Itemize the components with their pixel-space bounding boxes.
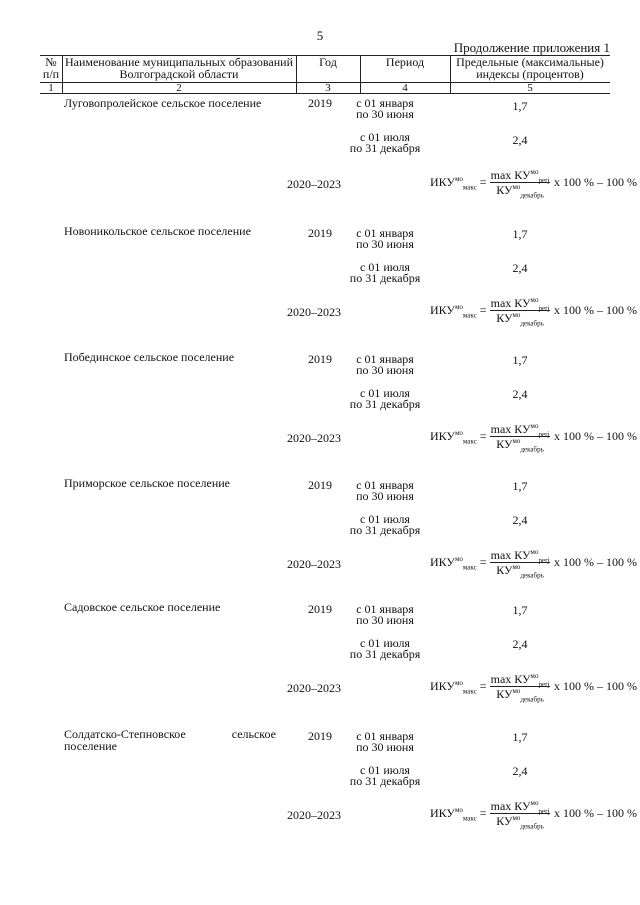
period-start-line: с 01 января <box>356 602 414 616</box>
header-col-name: Наименование муниципальных образований Волгоградской области <box>64 55 294 81</box>
formula-lhs: $ИКУ^{мо}_{макс}$ = <box>430 303 487 320</box>
period-end-line: по 30 июня <box>356 107 414 121</box>
index-value: 2,4 <box>512 261 528 275</box>
period-start-line: с 01 июля <box>360 636 410 650</box>
period-start-line: с 01 января <box>356 96 414 110</box>
header-num: 5 <box>527 82 533 94</box>
formula-rhs: x 100 % – 100 % <box>554 555 637 569</box>
index-value: 1,7 <box>512 479 528 493</box>
header-num: 2 <box>176 82 182 94</box>
formula-rhs: x 100 % – 100 % <box>554 806 637 820</box>
year-cell: 2019 <box>308 602 332 616</box>
formula-lhs: $ИКУ^{мо}_{макс}$ = <box>430 429 487 446</box>
period-start-line: с 01 июля <box>360 763 410 777</box>
period-start-line: с 01 января <box>356 729 414 743</box>
index-value: 2,4 <box>512 513 528 527</box>
formula-lhs: $ИКУ^{мо}_{макс}$ = <box>430 679 487 696</box>
formula-fraction: $\max КУ^{мо}_{perj}$ $КУ^{мо}_{декабрь}$ <box>490 672 550 704</box>
period-start-line: с 01 января <box>356 478 414 492</box>
page-number: 5 <box>316 28 324 43</box>
year-range-cell: 2020–2023 <box>287 808 341 822</box>
index-formula <box>430 165 637 205</box>
table-row <box>40 727 637 854</box>
table-row <box>40 224 637 351</box>
formula-lhs: $ИКУ^{мо}_{макс}$ = <box>430 806 487 823</box>
index-value: 2,4 <box>512 387 528 401</box>
table-row <box>40 96 637 223</box>
year-cell: 2019 <box>308 226 332 240</box>
table-row <box>40 350 637 477</box>
table-row <box>40 476 637 603</box>
index-formula <box>430 545 637 585</box>
header-num: 4 <box>402 82 408 94</box>
year-range-cell: 2020–2023 <box>287 177 341 191</box>
index-value: 1,7 <box>512 353 528 367</box>
header-num: 3 <box>325 82 331 94</box>
year-cell: 2019 <box>308 352 332 366</box>
table-header <box>40 55 610 94</box>
year-range-cell: 2020–2023 <box>287 431 341 445</box>
table-row <box>40 600 637 727</box>
header-row <box>40 55 610 82</box>
period-end-line: по 30 июня <box>356 489 414 503</box>
period-end-line: по 31 декабря <box>349 141 421 155</box>
period-end-line: по 30 июня <box>356 237 414 251</box>
year-cell: 2019 <box>308 729 332 743</box>
index-value: 2,4 <box>512 764 528 778</box>
index-formula <box>430 796 637 836</box>
settlement-name: Новоникольское сельское поселение <box>64 224 251 238</box>
index-value: 2,4 <box>512 133 528 147</box>
period-start-line: с 01 июля <box>360 260 410 274</box>
index-formula <box>430 669 637 709</box>
period-start-line: с 01 июля <box>360 512 410 526</box>
settlement-name: Побединское сельское поселение <box>64 350 235 364</box>
index-value: 1,7 <box>512 99 528 113</box>
formula-rhs: x 100 % – 100 % <box>554 175 637 189</box>
formula-lhs: $ИКУ^{мо}_{макс}$ = <box>430 175 487 192</box>
formula-fraction: $\max КУ^{мо}_{perj}$ $КУ^{мо}_{декабрь}$ <box>490 168 550 200</box>
year-cell: 2019 <box>308 478 332 492</box>
header-col-index: Предельные (максимальные) индексы (процентов) <box>456 55 604 81</box>
year-range-cell: 2020–2023 <box>287 681 341 695</box>
period-start-line: с 01 июля <box>360 386 410 400</box>
formula-fraction: $\max КУ^{мо}_{perj}$ $КУ^{мо}_{декабрь}$ <box>490 799 550 831</box>
formula-rhs: x 100 % – 100 % <box>554 679 637 693</box>
year-range-cell: 2020–2023 <box>287 557 341 571</box>
header-col-period: Период <box>385 55 425 69</box>
period-end-line: по 31 декабря <box>349 523 421 537</box>
year-cell: 2019 <box>308 96 332 110</box>
formula-rhs: x 100 % – 100 % <box>554 429 637 443</box>
index-value: 2,4 <box>512 637 528 651</box>
settlement-name: Садовское сельское поселение <box>64 600 221 614</box>
index-formula <box>430 419 637 459</box>
formula-fraction: $\max КУ^{мо}_{perj}$ $КУ^{мо}_{декабрь}$ <box>490 296 550 328</box>
header-col-number: № п/п <box>42 55 60 81</box>
formula-fraction: $\max КУ^{мо}_{perj}$ $КУ^{мо}_{декабрь}$ <box>490 422 550 454</box>
period-end-line: по 31 декабря <box>349 271 421 285</box>
formula-fraction: $\max КУ^{мо}_{perj}$ $КУ^{мо}_{декабрь}$ <box>490 548 550 580</box>
period-start-line: с 01 января <box>356 226 414 240</box>
period-end-line: по 31 декабря <box>349 774 421 788</box>
formula-rhs: x 100 % – 100 % <box>554 303 637 317</box>
period-end-line: по 30 июня <box>356 363 414 377</box>
header-number-row <box>40 82 610 94</box>
settlement-name: Луговопролейское сельское поселение <box>64 96 262 110</box>
index-value: 1,7 <box>512 603 528 617</box>
period-start-line: с 01 января <box>356 352 414 366</box>
settlement-name: Приморское сельское поселение <box>64 476 230 490</box>
year-range-cell: 2020–2023 <box>287 305 341 319</box>
continuation-label: Продолжение приложения 1 <box>453 40 610 55</box>
formula-lhs: $ИКУ^{мо}_{макс}$ = <box>430 555 487 572</box>
period-end-line: по 31 декабря <box>349 647 421 661</box>
period-end-line: по 30 июня <box>356 740 414 754</box>
period-end-line: по 30 июня <box>356 613 414 627</box>
settlement-name: Солдатско-Степновское сельское поселение <box>64 727 276 753</box>
period-end-line: по 31 декабря <box>349 397 421 411</box>
header-col-year: Год <box>319 55 337 69</box>
header-num: 1 <box>48 82 54 94</box>
index-value: 1,7 <box>512 730 528 744</box>
index-formula <box>430 293 637 333</box>
index-value: 1,7 <box>512 227 528 241</box>
period-start-line: с 01 июля <box>360 130 410 144</box>
